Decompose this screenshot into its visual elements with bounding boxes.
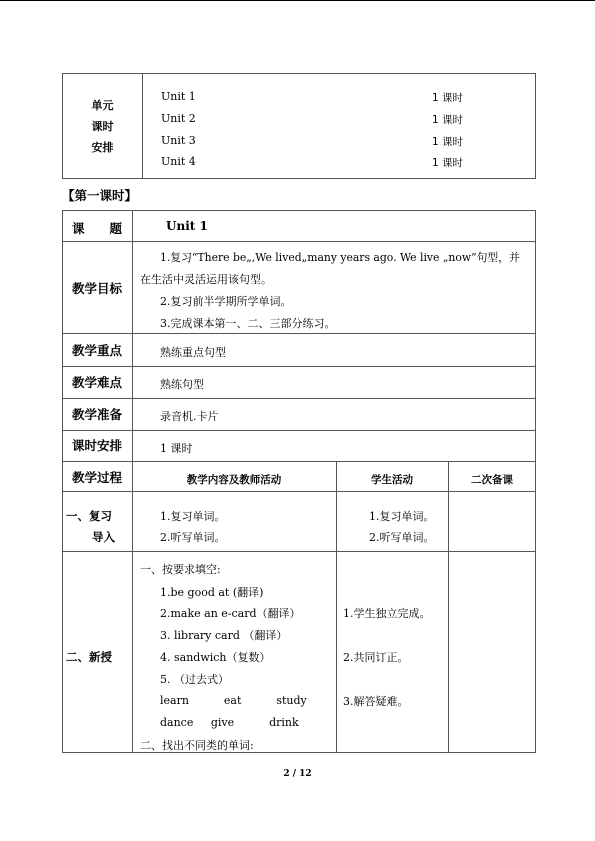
stage2-content-line: 5. （过去式）	[160, 673, 229, 686]
stage2-content-line: 4. sandwich（复数）	[160, 651, 271, 664]
topic-label: 课 题	[71, 221, 122, 236]
goal-line: 在生活中灵活运用该句型。	[140, 273, 272, 286]
stage2-student-line: 3.解答疑难。	[343, 695, 409, 708]
stage1-content-line: 1.复习单词。	[160, 510, 226, 523]
column-divider	[448, 461, 449, 753]
header-rule	[0, 0, 595, 1]
key-point-label: 教学重点	[71, 343, 122, 358]
stage2-content-line: learn eat study	[160, 694, 307, 707]
row-divider	[62, 241, 536, 242]
stage2-content-line: 二、找出不同类的单词:	[140, 739, 254, 752]
schedule-hours: 1 课时	[432, 114, 464, 126]
col-header-content: 教学内容及教师活动	[186, 474, 282, 486]
stage1-content-line: 2.听写单词。	[160, 531, 226, 544]
stage2-student-line: 1.学生独立完成。	[343, 607, 431, 620]
schedule-unit: Unit 4	[161, 155, 196, 168]
section-title: 【第一课时】	[62, 188, 138, 203]
schedule-label-line: 单元	[91, 98, 114, 112]
schedule-hours: 1 课时	[432, 157, 464, 169]
lesson-plan-table	[62, 210, 536, 753]
schedule-unit: Unit 2	[161, 112, 196, 125]
stage2-content-line: 一、按要求填空:	[140, 563, 221, 576]
prep-value: 录音机.卡片	[160, 410, 219, 423]
time-value: 1 课时	[160, 442, 193, 455]
goal-line: 3.完成课本第一、二、三部分练习。	[160, 317, 336, 330]
schedule-hours: 1 课时	[432, 136, 464, 148]
row-divider	[62, 366, 536, 367]
stage1-label: 一、复习	[66, 509, 112, 523]
difficulty-value: 熟练句型	[160, 378, 204, 391]
stage2-content-line: 2.make an e-card（翻译）	[160, 607, 301, 620]
unit-schedule-table	[62, 73, 536, 179]
schedule-label-line: 安排	[91, 140, 114, 154]
row-divider	[62, 430, 536, 431]
page-number: 2 / 12	[283, 769, 312, 779]
stage2-label: 二、新授	[66, 650, 112, 664]
schedule-label-line: 课时	[91, 119, 114, 133]
schedule-unit: Unit 1	[161, 90, 196, 103]
row-divider	[62, 398, 536, 399]
stage1-label: 导入	[92, 530, 115, 544]
time-label: 课时安排	[71, 438, 122, 453]
col-header-notes: 二次备课	[471, 474, 513, 486]
schedule-label-cell	[63, 74, 143, 178]
row-divider	[62, 491, 536, 492]
prep-label: 教学准备	[71, 407, 122, 422]
schedule-hours: 1 课时	[432, 92, 464, 104]
column-divider	[336, 461, 337, 753]
process-label: 教学过程	[71, 470, 122, 485]
goals-label: 教学目标	[71, 281, 122, 296]
stage2-student-line: 2.共同订正。	[343, 651, 409, 664]
stage1-student-line: 1.复习单词。	[369, 510, 435, 523]
stage1-student-line: 2.听写单词。	[369, 531, 435, 544]
row-divider	[62, 551, 536, 552]
difficulty-label: 教学难点	[71, 375, 122, 390]
schedule-unit: Unit 3	[161, 134, 196, 147]
row-divider	[62, 461, 536, 462]
stage2-content-line: 3. library card （翻译）	[160, 629, 288, 642]
row-divider	[62, 333, 536, 334]
goal-line: 2.复习前半学期所学单词。	[160, 295, 292, 308]
stage2-content-line: 1.be good at (翻译)	[160, 586, 264, 599]
key-point-value: 熟练重点句型	[160, 346, 226, 359]
goal-line: 1.复习“There be„,We lived„many years ago. We live „now”句型，并	[160, 251, 520, 264]
topic-value: Unit 1	[166, 219, 208, 233]
col-header-student: 学生活动	[371, 474, 413, 486]
stage2-content-line: dance give drink	[160, 716, 299, 729]
